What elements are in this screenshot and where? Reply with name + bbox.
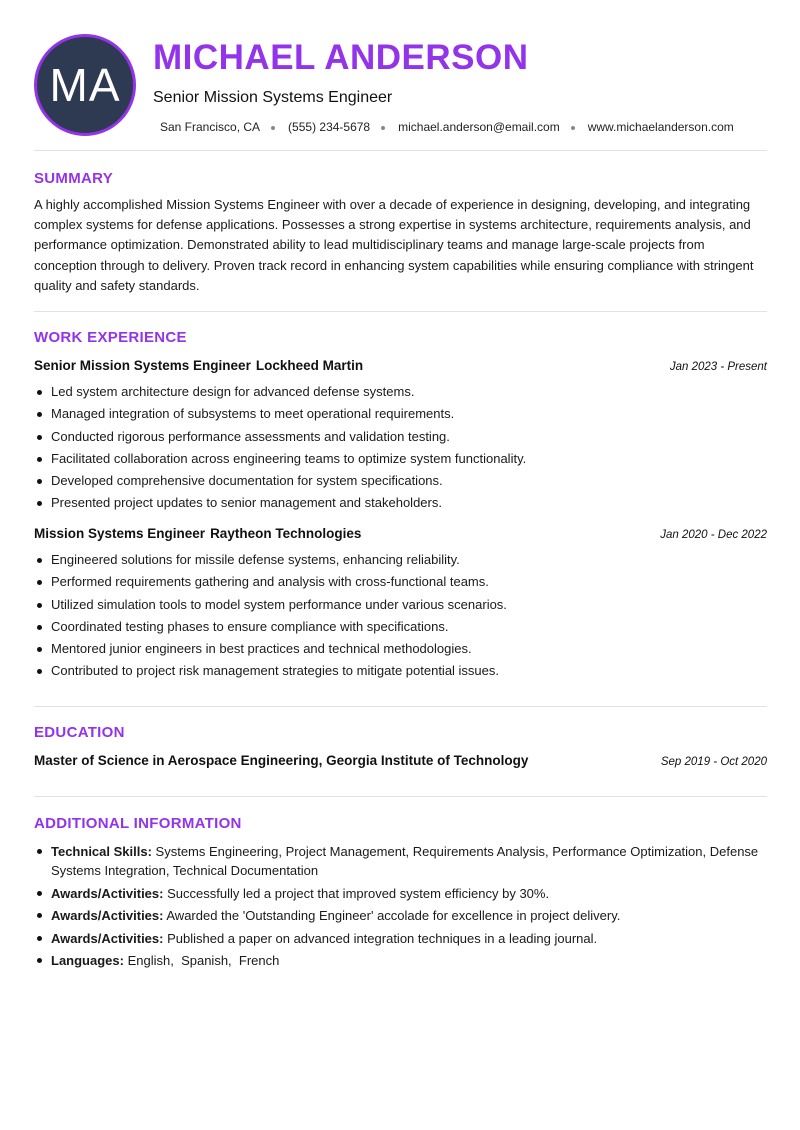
contact-separator-dot [271,126,275,130]
job-bullets [34,381,767,515]
work-experience-heading: WORK EXPERIENCE [34,329,187,346]
section-divider [34,150,767,151]
list-item: Contributed to project risk management strategies to mitigate potential issues. [34,660,767,682]
contact-phone: (555) 234-5678 [288,120,371,134]
item-label: Languages: [51,953,124,968]
list-item: Performed requirements gathering and analysis with cross-functional teams. [34,571,767,593]
item-text: Successfully led a project that improved system efficiency by 30%. [167,885,550,901]
item-text: Systems Engineering, Project Management, Requirements Analysis, Performance Optimization, Defense Systems Integration, Technical Documentation [51,844,759,878]
education-degree: Master of Science in Aerospace Engineering, Georgia Institute of Technology [34,753,529,768]
avatar [34,34,136,136]
item-label: Awards/Activities: [51,930,164,946]
list-item: Managed integration of subsystems to meet operational requirements. [34,403,767,425]
job-company: Raytheon Technologies [210,526,362,541]
list-item: Mentored junior engineers in best practices and technical methodologies. [34,638,767,660]
summary-text: A highly accomplished Mission Systems Engineer with over a decade of experience in designing, developing, and integrating complex systems for defense applications. Possesses a strong expertise in systems architecture, requirements analysis, and performance optimization. Demonstrated ability to lead multidisciplinary teams and manage large-scale projects from conception through to delivery. Proven track record in enhancing system capabilities while ensuring compliance with stringent quality and safety standards. [34,197,754,293]
additional-info-list [34,842,769,974]
job-role: Senior Mission Systems Engineer [34,358,251,373]
list-item [34,929,769,948]
list-item: Facilitated collaboration across engineering teams to optimize system functionality. [34,448,767,470]
list-item: Conducted rigorous performance assessments and validation testing. [34,426,767,448]
job-role-line [34,358,363,373]
item-label: Technical Skills: [51,844,152,859]
job-header [34,526,767,544]
candidate-title: Senior Mission Systems Engineer [153,89,393,106]
list-item: Utilized simulation tools to model system performance under various scenarios. [34,594,767,616]
job-dates: Jan 2023 - Present [669,361,767,373]
contact-email[interactable]: michael.anderson@email.com [398,120,560,134]
candidate-name: MICHAEL ANDERSON [153,38,529,77]
list-item: Led system architecture design for advanced defense systems. [34,381,767,403]
item-text: Published a paper on advanced integration techniques in a leading journal. [167,930,598,946]
job-entry [34,526,767,683]
contact-separator-dot [381,126,385,130]
contact-location: San Francisco, CA [160,120,261,134]
section-divider [34,796,767,797]
job-bullets [34,549,767,683]
education-heading: EDUCATION [34,724,125,741]
list-item: Developed comprehensive documentation for system specifications. [34,470,767,492]
item-text: English, Spanish, French [127,953,280,968]
list-item [34,951,769,970]
job-role-line [34,526,361,541]
summary-heading: SUMMARY [34,170,114,187]
list-item: Presented project updates to senior management and stakeholders. [34,492,767,514]
list-item [34,842,769,880]
education-dates: Sep 2019 - Oct 2020 [660,756,767,768]
job-company: Lockheed Martin [255,358,364,373]
job-header [34,358,767,376]
contact-website[interactable]: www.michaelanderson.com [587,120,734,134]
list-item: Engineered solutions for missile defense systems, enhancing reliability. [34,549,767,571]
item-text: Awarded the 'Outstanding Engineer' accolade for excellence in project delivery. [166,908,621,923]
item-label: Awards/Activities: [51,908,164,923]
avatar-initials: MA [49,59,121,111]
job-entry [34,358,767,515]
section-divider [34,311,767,312]
education-entry [34,753,767,768]
contact-separator-dot [571,126,575,130]
section-divider [34,706,767,707]
job-role: Mission Systems Engineer [34,526,206,541]
list-item [34,884,769,903]
job-dates: Jan 2020 - Dec 2022 [660,529,767,541]
contact-line [160,120,734,134]
list-item: Coordinated testing phases to ensure compliance with specifications. [34,616,767,638]
list-item [34,906,769,925]
additional-info-heading: ADDITIONAL INFORMATION [34,815,242,832]
item-label: Awards/Activities: [51,885,164,901]
